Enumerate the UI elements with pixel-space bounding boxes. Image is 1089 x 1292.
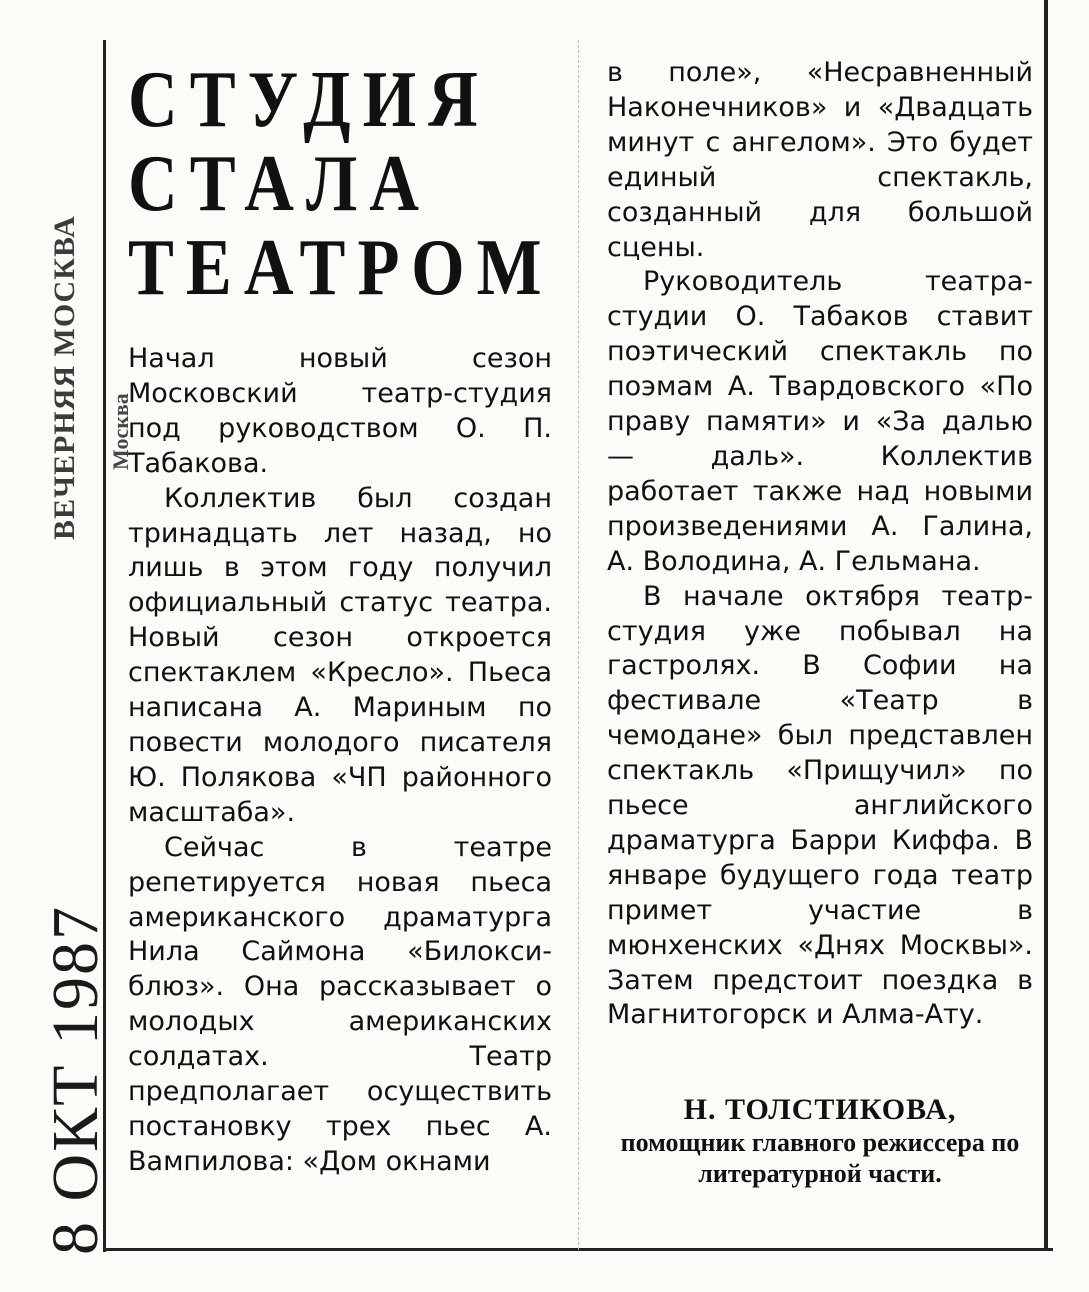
column-divider: [578, 40, 580, 1250]
article-paragraph-continued: в поле», «Несравненный Наконечников» и «Двадцать минут с ангелом». Это будет единый спектакль, созданный для большой сцены.: [607, 57, 1033, 263]
author-role: помощник главного режиссера по литературной части.: [620, 1128, 1020, 1188]
article-paragraph: Руководитель театра-студии О. Табаков ставит поэтический спектакль по поэмам А. Твардовского «По праву памяти» и «За далью — даль». Коллектив работает также над новыми произведениями А. Галина, А. Володина, А. Гельмана.: [607, 266, 1033, 577]
city-stamp: Москва: [108, 393, 133, 470]
headline-line-2: СТАЛА: [128, 140, 431, 228]
headline: [128, 56, 554, 312]
article-lead: Начал новый сезон Московский театр-студия под руководством О. П. Табакова.: [128, 343, 552, 479]
author-signature: [610, 1093, 1030, 1189]
article-paragraph: Сейчас в театре репетируется новая пьеса американского драматурга Нила Саймона «Билокси-блюз». Она рассказывает о молодых американских солдатах. Театр предполагает осуществить постановку трех пьес А. Вампилова: «Дом окнами: [128, 831, 552, 1177]
frame-right-rule: [1044, 0, 1048, 1251]
article-paragraph: В начале октября театр-студия уже побывал на гастролях. В Софии на фестивале «Театр в чемодане» был представлен спектакль «Прищучил» по пьесе английского драматурга Барри Киффа. В январе будущего года театр примет участие в мюнхенских «Днях Москвы». Затем предстоит поездка в Магнитогорск и Алма-Ату.: [607, 580, 1033, 1031]
article-paragraph: Коллектив был создан тринадцать лет назад, но лишь в этом году получил официальный статус театра. Новый сезон откроется спектаклем «Кресло». Пьеса написана А. Мариным по повести молодого писателя Ю. Полякова «ЧП районного масштаба».: [128, 482, 552, 828]
headline-line-3: ТЕАТРОМ: [128, 224, 554, 312]
article-column-1: [128, 342, 552, 1180]
headline-line-1: СТУДИЯ: [128, 56, 490, 144]
newspaper-name-stamp: ВЕЧЕРНЯЯ МОСКВА: [48, 215, 81, 540]
date-stamp: 8 ОКТ 1987: [39, 905, 112, 1255]
article-column-2: [607, 56, 1033, 1033]
author-name: Н. ТОЛСТИКОВА,: [683, 1093, 957, 1126]
